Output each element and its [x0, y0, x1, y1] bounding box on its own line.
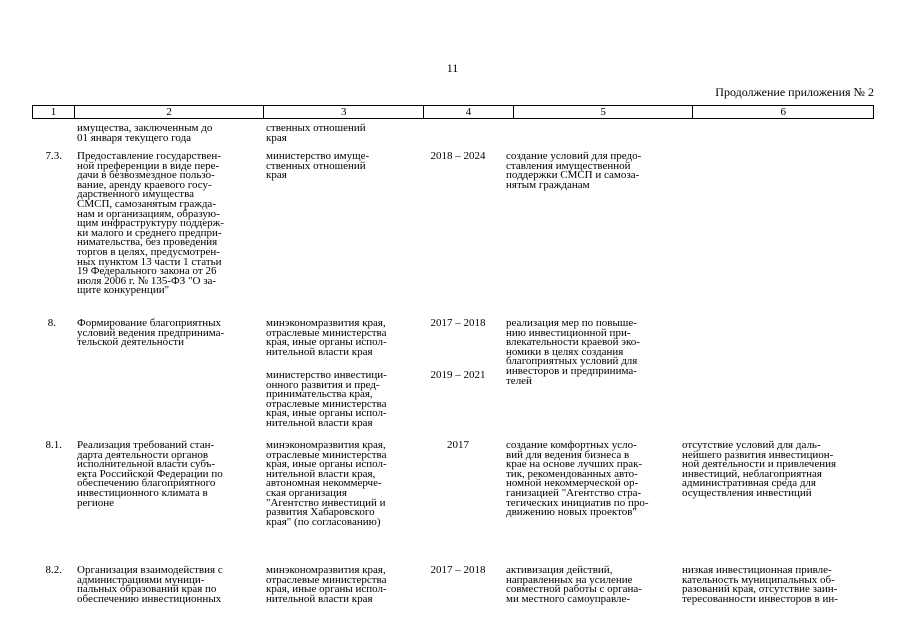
row-4-description: Организация взаимодействия с администрациями муници- пальных образований края по обеспечению инвестиционных — [77, 564, 223, 605]
row-3-description: Реализация требований стан- дарта деятельности органов исполнительной власти субъ- екта Российской Федерации по обеспечению благоприятного инвестиционного климата в регионе — [77, 439, 223, 509]
row-3-period: 2017 — [447, 439, 469, 451]
header-col-4: 4 — [424, 106, 514, 118]
row-3-risk: отсутствие условий для даль- нейшего развития инвестицион- ной деятельности и привлечения инвестиций, неблагоприятная административная среда для осуществления инвестиций — [682, 439, 837, 499]
row-3-executor: минэкономразвития края, отраслевые министерства края, иные органы испол- нительной власти края, автономная некоммерче- ская организация "Агентство инвестиций и развития Хабаровского края" (по согласованию) — [266, 439, 387, 528]
row-1-result: создание условий для предо- ставления имущественной поддержки СМСП и самоза- нятым гражданам — [506, 150, 642, 191]
row-2-executor-b: министерство инвестици- онного развития и пред- принимательства края, отраслевые министерства края, иные органы испол- нительной власти края — [266, 369, 387, 429]
row-4-risk: низкая инвестиционная привле- кательность муниципальных об- разований края, отсутствие заин- тересованности инвесторов в ин- — [682, 564, 838, 605]
row-2-period-b: 2019 – 2021 — [430, 369, 486, 381]
row-1-description: Предоставление государствен- ной преференции в виде пере- дачи в безвозмездное пользо- вание, аренду краевого госу- дарственного имущества СМСП, самозанятым гражда- нам и организациям, образую- щим инфраструктуру поддерж- ки малого и среднего предпри- нимательства, без проведения торгов в целях, предусмотрен- ных пунктом 13 части 1 статьи 19 Федерального закона от 26 июля 2006 г. № 135-ФЗ "О за- щите конкуренции" — [77, 150, 224, 297]
header-col-1: 1 — [33, 106, 75, 118]
row-1-period: 2018 – 2024 — [430, 150, 486, 162]
row-1-number: 7.3. — [45, 150, 62, 162]
continuation-caption: Продолжение приложения № 2 — [715, 85, 874, 99]
row-4-result: активизация действий, направленных на усиление совместной работы с органа- ми местного самоуправле- — [506, 564, 642, 605]
header-col-3: 3 — [264, 106, 424, 118]
row-0-executor: ственных отношений края — [266, 122, 366, 144]
page-number: 11 — [446, 61, 459, 75]
row-3-result: создание комфортных усло- вий для ведения бизнеса в крае на основе лучших прак- тик, рекомендованных авто- номной некоммерческой ор- ганизацией "Агентство стра- тегических инициатив по про- движению новых проектов" — [506, 439, 649, 519]
row-2-description: Формирование благоприятных условий ведения предпринима- тельской деятельности — [77, 317, 225, 349]
header-col-6: 6 — [780, 106, 786, 118]
table-header — [32, 105, 874, 119]
row-1-executor: министерство имуще- ственных отношений края — [266, 150, 370, 182]
row-3-number: 8.1. — [45, 439, 62, 451]
row-4-period: 2017 – 2018 — [430, 564, 486, 576]
row-4-executor: минэкономразвития края, отраслевые министерства края, иные органы испол- нительной власти края — [266, 564, 387, 605]
header-col-5: 5 — [514, 106, 694, 118]
row-0-description: имущества, заключенным до 01 января текущего года — [77, 122, 213, 144]
row-4-number: 8.2. — [45, 564, 62, 576]
row-2-result: реализация мер по повыше- нию инвестиционной при- влекательности краевой эко- номики в целях создания благоприятных условий для инвесторов и предпринима- телей — [506, 317, 640, 387]
row-2-number: 8. — [47, 317, 56, 329]
header-col-2: 2 — [75, 106, 265, 118]
row-2-period: 2017 – 2018 — [430, 317, 486, 329]
row-2-executor: минэкономразвития края, отраслевые министерства края, иные органы испол- нительной власти края — [266, 317, 387, 358]
